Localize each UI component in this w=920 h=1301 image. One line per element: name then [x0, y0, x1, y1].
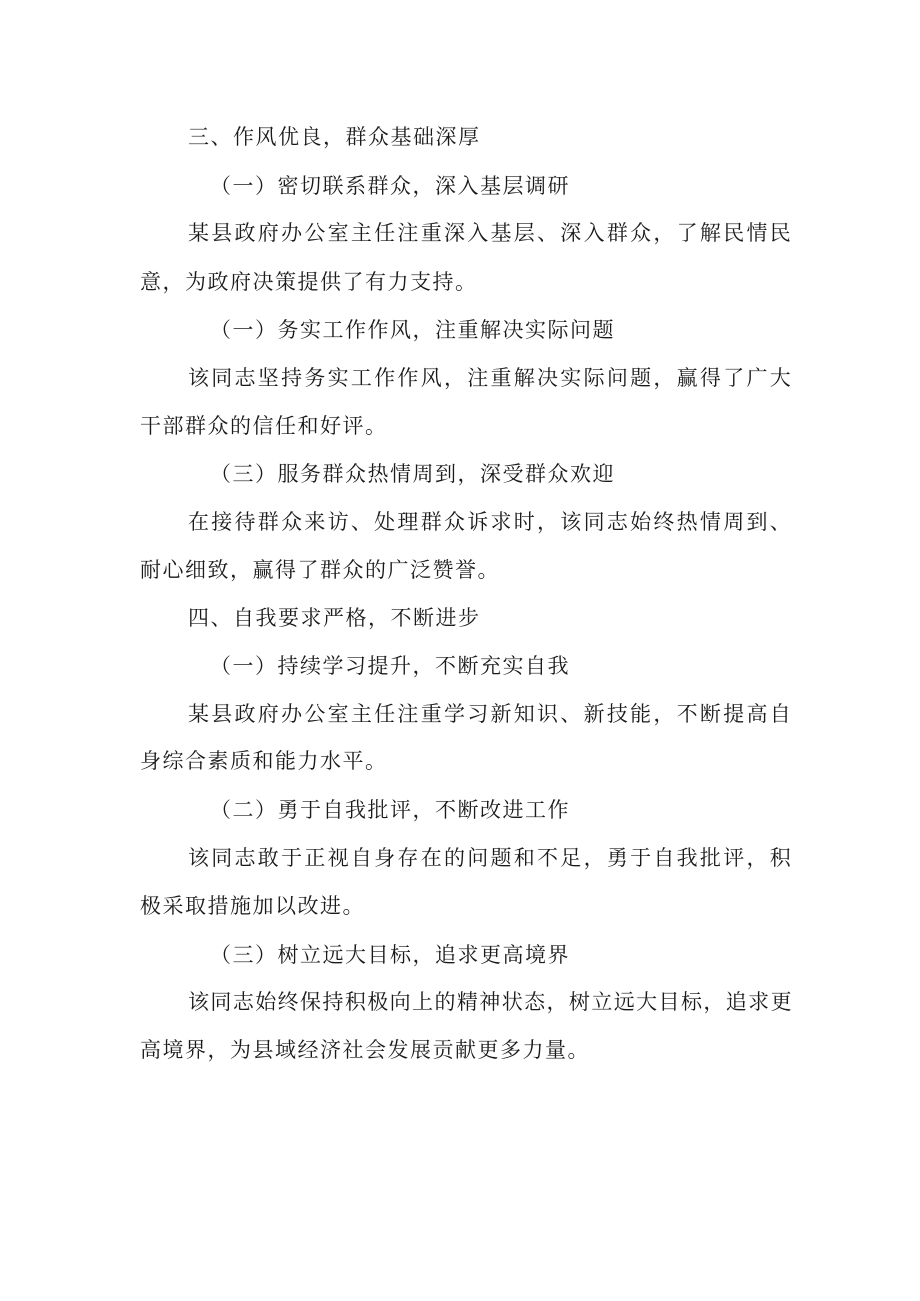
- paragraph-line: 耐心细致，赢得了群众的广泛赞誉。: [140, 558, 500, 582]
- subheading: （一）持续学习提升，不断充实自我: [210, 654, 570, 678]
- subheading: （三）服务群众热情周到，深受群众欢迎: [210, 462, 615, 486]
- paragraph-line: 该同志坚持务实工作作风，注重解决实际问题，赢得了广大: [188, 366, 793, 390]
- paragraph-line: 在接待群众来访、处理群众诉求时，该同志始终热情周到、: [188, 510, 793, 534]
- paragraph-line: 某县政府办公室主任注重学习新知识、新技能，不断提高自: [188, 702, 793, 726]
- paragraph-line: 该同志始终保持积极向上的精神状态，树立远大目标，追求更: [188, 990, 793, 1014]
- paragraph-line: 干部群众的信任和好评。: [140, 414, 388, 438]
- section-heading: 三、作风优良，群众基础深厚: [188, 125, 481, 149]
- paragraph-line: 极采取措施加以改进。: [140, 894, 365, 918]
- subheading: （一）密切联系群众，深入基层调研: [210, 174, 570, 198]
- section-heading: 四、自我要求严格，不断进步: [188, 606, 481, 630]
- subheading: （一）务实工作作风，注重解决实际问题: [210, 318, 615, 342]
- paragraph-line: 高境界，为县域经济社会发展贡献更多力量。: [140, 1038, 590, 1062]
- subheading: （三）树立远大目标，追求更高境界: [210, 943, 570, 967]
- paragraph-line: 该同志敢于正视自身存在的问题和不足，勇于自我批评，积: [188, 846, 793, 870]
- paragraph-line: 意，为政府决策提供了有力支持。: [140, 270, 478, 294]
- subheading: （二）勇于自我批评，不断改进工作: [210, 798, 570, 822]
- paragraph-line: 身综合素质和能力水平。: [140, 749, 388, 773]
- paragraph-line: 某县政府办公室主任注重深入基层、深入群众，了解民情民: [188, 221, 793, 245]
